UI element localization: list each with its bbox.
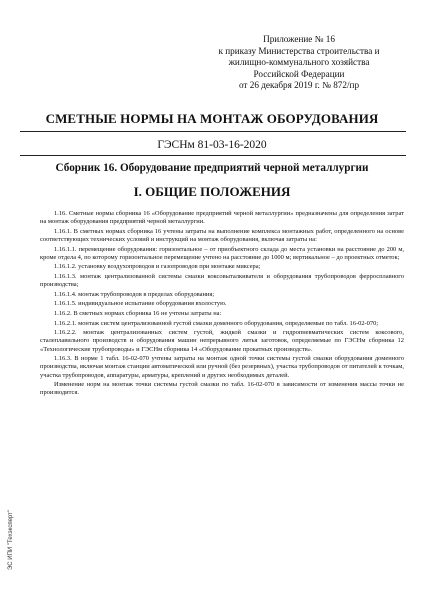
vertical-watermark — [6, 500, 16, 570]
paragraph: 1.16. Сметные нормы сборника 16 «Оборудование предприятий черной металлургии» предназначены для определения затрат на монтаж оборудования предприятий черной металлургии. — [40, 210, 404, 226]
section-heading: I. ОБЩИЕ ПОЛОЖЕНИЯ — [133, 184, 291, 199]
paragraph: 1.16.2. В сметных нормах сборника 16 не учтены затраты на: — [54, 309, 222, 317]
paragraph: 1.16.1.5. индивидуальное испытание оборудования вхолостую. — [54, 300, 227, 308]
document-title: СМЕТНЫЕ НОРМЫ НА МОНТАЖ ОБОРУДОВАНИЯ — [45, 111, 379, 126]
appendix-line: от 26 декабря 2019 г. № 872/пр — [238, 80, 360, 90]
appendix-line: к приказу Министерства строительства и — [218, 45, 380, 56]
watermark-text: ЭС ИПИ "Техэксперт" — [8, 509, 14, 570]
paragraph: 1.16.1.1. перемещение оборудования: горизонтальное – от приобъектного склада до места установки на расстояние до 200 м, кроме отдела 4, по которому горизонтальное перемещение учтено на расстояние до 1000 м; вертикальное – до проектных отметок; — [40, 245, 404, 261]
paragraph: 1.16.1. В сметных нормах сборника 16 учтены затраты на выполнение комплекса монтажных работ, определенного на основе соответствующих технических условий и инструкций на монтаж оборудования, включая затраты на: — [40, 227, 404, 243]
appendix-line: жилищно-коммунального хозяйства — [228, 57, 370, 67]
paragraph: 1.16.1.3. монтаж централизованной системы смазки коксовыталкивателя и оборудования трубопроводов ферросплавного производства; — [40, 272, 404, 289]
norm-code: ГЭСНм 81-03-16-2020 — [157, 139, 267, 151]
collection-title: Сборник 16. Оборудование предприятий черной металлургии — [55, 162, 369, 174]
paragraph: 1.16.2.1. монтаж систем централизованной густой смазки доменного оборудования, определяемые по табл. 16-02-070; — [54, 319, 379, 327]
paragraph: 1.16.1.2. установку воздухопроводов и газопроводов при монтаже миксера; — [54, 263, 261, 271]
paragraph: Изменение норм на монтаж точки системы густой смазки по табл. 16-02-070 в зависимости от изменения массы точки не производится. — [40, 381, 404, 397]
appendix-line: Российской Федерации — [253, 68, 345, 79]
paragraph: 1.16.3. В норме 1 табл. 16-02-070 учтены затраты на монтаж одной точки системы густой смазки оборудования доменного производства, включая монтаж станции автоматической или ручной (без резервных), участка трубопроводов от питателей к точкам, участка трубопроводов, аппаратуры, арматуры, креплений и других необходимых деталей. — [40, 355, 404, 379]
paragraph: 1.16.1.4. монтаж трубопроводов в пределах оборудования; — [54, 290, 215, 298]
appendix-line: Приложение № 16 — [263, 34, 335, 44]
body-text — [40, 210, 404, 399]
appendix-block — [204, 34, 394, 92]
paragraph: 1.16.2.2. монтаж централизованных систем густой, жидкой смазки и гидропневматических систем коксового, сталеплавильного производств и оборудования машин непрерывного литья заготовок, определяемые по ГЭСНм сборника 12 «Технологические трубопроводы» и ГЭСНм сборника 14 «Оборудование прокатных производств». — [40, 329, 404, 353]
divider — [20, 131, 406, 132]
divider — [20, 155, 406, 156]
